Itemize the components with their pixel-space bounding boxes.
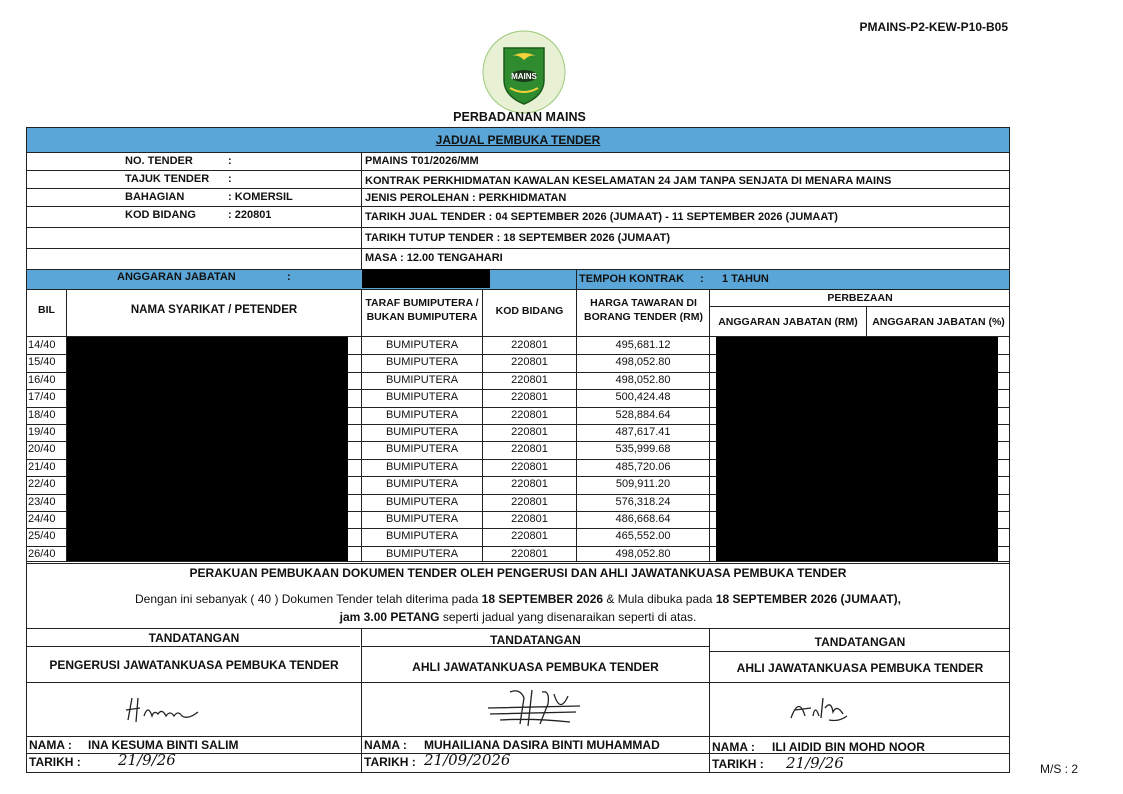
tarikh-tutup: TARIKH TUTUP TENDER : 18 SEPTEMBER 2026 (JUMAAT): [365, 232, 670, 244]
sig3-tarikh: 21/9/26: [786, 754, 844, 772]
row-bil: 17/40: [28, 391, 56, 404]
row-taraf: BUMIPUTERA: [385, 339, 459, 351]
row-kod: 220801: [511, 443, 548, 456]
row-kod: 220801: [511, 460, 548, 473]
sig2-nama-label: NAMA :: [364, 738, 407, 752]
divider: [361, 153, 362, 269]
mains-logo-icon: [482, 30, 566, 114]
perakuan-line-2: [27, 610, 1009, 624]
row-harga: 498,052.80: [615, 356, 671, 369]
tarikh-jual: TARIKH JUAL TENDER : 04 SEPTEMBER 2026 (JUMAAT) - 11 SEPTEMBER 2026 (JUMAAT): [365, 211, 838, 223]
row-bil: 18/40: [28, 408, 56, 421]
sig3-role: AHLI JAWATANKUASA PEMBUKA TENDER: [736, 661, 984, 675]
row-taraf: BUMIPUTERA: [385, 391, 459, 404]
tajuk-label: TAJUK TENDER: [125, 173, 210, 185]
kod-bidang-value: : 220801: [228, 209, 272, 221]
divider: [361, 629, 362, 772]
row-taraf: BUMIPUTERA: [385, 356, 459, 369]
sig3-nama-label: NAMA :: [712, 740, 755, 754]
sig1-role: PENGERUSI JAWATANKUASA PEMBUKA TENDER: [49, 658, 339, 672]
sig3-nama: ILI AIDID BIN MOHD NOOR: [772, 740, 925, 754]
row-taraf: BUMIPUTERA: [385, 495, 459, 508]
schedule-title: JADUAL PEMBUKA TENDER: [435, 133, 601, 147]
row-harga: 535,999.68: [615, 443, 671, 456]
no-tender-value: PMAINS T01/2026/MM: [365, 155, 479, 167]
svg-text:MAINS: MAINS: [511, 72, 537, 81]
row-bil: 14/40: [28, 339, 56, 351]
row-divider: [27, 563, 1009, 564]
row-kod: 220801: [511, 356, 548, 369]
bahagian-label: BAHAGIAN: [125, 191, 185, 203]
perakuan-text: Dengan ini sebanyak ( 40 ) Dokumen Tender telah diterima pada: [135, 592, 482, 606]
signature-2-icon: [480, 684, 590, 730]
sig1-tarikh: 21/9/26: [118, 751, 176, 769]
header-anggaran-pct: ANGGARAN JABATAN (%): [872, 316, 1005, 328]
row-harga: 576,318.24: [615, 495, 671, 508]
row-kod: 220801: [511, 530, 548, 543]
row-taraf: BUMIPUTERA: [385, 373, 459, 386]
perakuan-heading: PERAKUAN PEMBUKAAN DOKUMEN TENDER OLEH PENGERUSI DAN AHLI JAWATANKUASA PEMBUKA TENDER: [189, 566, 847, 580]
row-kod: 220801: [511, 478, 548, 491]
divider: [27, 170, 1009, 171]
sig2-nama: MUHAILIANA DASIRA BINTI MUHAMMAD: [424, 738, 660, 752]
row-taraf: BUMIPUTERA: [385, 547, 459, 560]
header-harga: HARGA TAWARAN DI BORANG TENDER (RM): [584, 297, 703, 323]
tajuk-colon: :: [228, 173, 232, 185]
divider: [576, 269, 577, 289]
row-harga: 465,552.00: [615, 530, 671, 543]
tempoh-value: 1 TAHUN: [722, 273, 769, 285]
divider: [27, 682, 1009, 683]
header-kod: KOD BIDANG: [495, 305, 564, 317]
header-taraf: TARAF BUMIPUTERA / BUKAN BUMIPUTERA: [365, 297, 479, 323]
row-kod: 220801: [511, 547, 548, 560]
document-reference: PMAINS-P2-KEW-P10-B05: [859, 20, 1008, 34]
row-bil: 19/40: [28, 426, 56, 438]
bahagian-value: : KOMERSIL: [228, 191, 293, 203]
sig1-nama: INA KESUMA BINTI SALIM: [88, 738, 239, 752]
row-taraf: BUMIPUTERA: [385, 443, 459, 456]
tempoh-label: TEMPOH KONTRAK: [579, 273, 685, 285]
divider: [27, 561, 1009, 562]
perakuan-text: & Mula dibuka pada: [603, 592, 716, 606]
row-bil: 23/40: [28, 495, 56, 508]
divider: [27, 188, 1009, 189]
row-kod: 220801: [511, 408, 548, 421]
divider: [27, 628, 1009, 629]
redacted-anggaran: [362, 269, 490, 288]
row-harga: 485,720.06: [615, 460, 671, 473]
sig2-heading: TANDATANGAN: [490, 633, 581, 647]
sig3-heading: TANDATANGAN: [814, 635, 906, 649]
divider: [27, 736, 1009, 737]
sig1-heading: TANDATANGAN: [148, 631, 240, 645]
sig1-nama-label: NAMA :: [29, 738, 72, 752]
row-bil: 15/40: [28, 356, 56, 369]
row-harga: 495,681.12: [615, 339, 671, 351]
signature-1-icon: [120, 690, 210, 730]
row-harga: 528,884.64: [615, 408, 671, 421]
row-harga: 500,424.48: [615, 391, 671, 404]
divider: [709, 306, 1010, 307]
header-bil: BIL: [38, 304, 55, 316]
row-kod: 220801: [511, 513, 548, 525]
row-kod: 220801: [511, 373, 548, 386]
row-bil: 26/40: [28, 547, 56, 560]
row-taraf: BUMIPUTERA: [385, 530, 459, 543]
row-kod: 220801: [511, 495, 548, 508]
sig2-tarikh-label: TARIKH :: [364, 755, 416, 769]
header-anggaran-rm: ANGGARAN JABATAN (RM): [718, 316, 858, 328]
tajuk-value: KONTRAK PERKHIDMATAN KAWALAN KESELAMATAN 24 JAM TANPA SENJATA DI MENARA MAINS: [365, 175, 892, 187]
redacted-company-names: [67, 337, 348, 561]
row-harga: 498,052.80: [615, 373, 671, 386]
sig2-role: AHLI JAWATANKUASA PEMBUKA TENDER: [412, 660, 659, 674]
row-kod: 220801: [511, 339, 548, 351]
divider: [709, 629, 710, 772]
divider: [27, 227, 1009, 228]
row-bil: 24/40: [28, 513, 56, 525]
sig1-tarikh-label: TARIKH :: [29, 755, 81, 769]
perakuan-text: seperti jadual yang disenaraikan seperti di atas.: [439, 610, 697, 624]
row-kod: 220801: [511, 391, 548, 404]
organization-name: PERBADANAN MAINS: [453, 110, 586, 124]
masa: MASA : 12.00 TENGAHARI: [365, 252, 503, 264]
perakuan-date-opened: 18 SEPTEMBER 2026 (JUMAAT),: [715, 592, 901, 606]
row-taraf: BUMIPUTERA: [385, 513, 459, 525]
row-bil: 20/40: [28, 443, 56, 456]
page-number: M/S : 2: [1040, 762, 1079, 776]
row-bil: 16/40: [28, 373, 56, 386]
row-harga: 487,617.41: [615, 426, 671, 438]
row-harga: 486,668.64: [615, 513, 671, 525]
divider: [27, 248, 1009, 249]
no-tender-colon: :: [228, 155, 232, 167]
header-perbezaan: PERBEZAAN: [827, 292, 893, 304]
perakuan-date-received: 18 SEPTEMBER 2026: [481, 592, 604, 606]
row-harga: 498,052.80: [615, 547, 671, 560]
row-bil: 21/40: [28, 460, 56, 473]
row-taraf: BUMIPUTERA: [385, 408, 459, 421]
tempoh-colon: :: [700, 273, 704, 285]
perakuan-time: jam 3.00 PETANG: [339, 610, 440, 624]
sig3-tarikh-label: TARIKH :: [712, 757, 764, 771]
header-nama: NAMA SYARIKAT / PETENDER: [130, 304, 298, 316]
row-bil: 25/40: [28, 530, 56, 543]
no-tender-label: NO. TENDER: [125, 155, 193, 167]
divider: [27, 646, 360, 647]
row-harga: 509,911.20: [615, 478, 671, 491]
row-bil: 22/40: [28, 478, 56, 491]
sig2-tarikh: 21/09/2026: [424, 751, 511, 769]
row-taraf: BUMIPUTERA: [385, 460, 459, 473]
perakuan-line-1: [27, 592, 1009, 606]
kod-bidang-label: KOD BIDANG: [125, 209, 196, 221]
row-kod: 220801: [511, 426, 548, 438]
divider: [709, 289, 710, 562]
row-taraf: BUMIPUTERA: [385, 478, 459, 491]
redacted-differences: [716, 337, 998, 561]
divider: [27, 206, 1009, 207]
row-taraf: BUMIPUTERA: [385, 426, 459, 438]
divider: [709, 651, 1009, 652]
anggaran-colon: :: [287, 271, 291, 283]
signature-3-icon: [785, 690, 855, 726]
jenis-perolehan: JENIS PEROLEHAN : PERKHIDMATAN: [365, 192, 567, 204]
anggaran-label: ANGGARAN JABATAN: [117, 271, 236, 283]
